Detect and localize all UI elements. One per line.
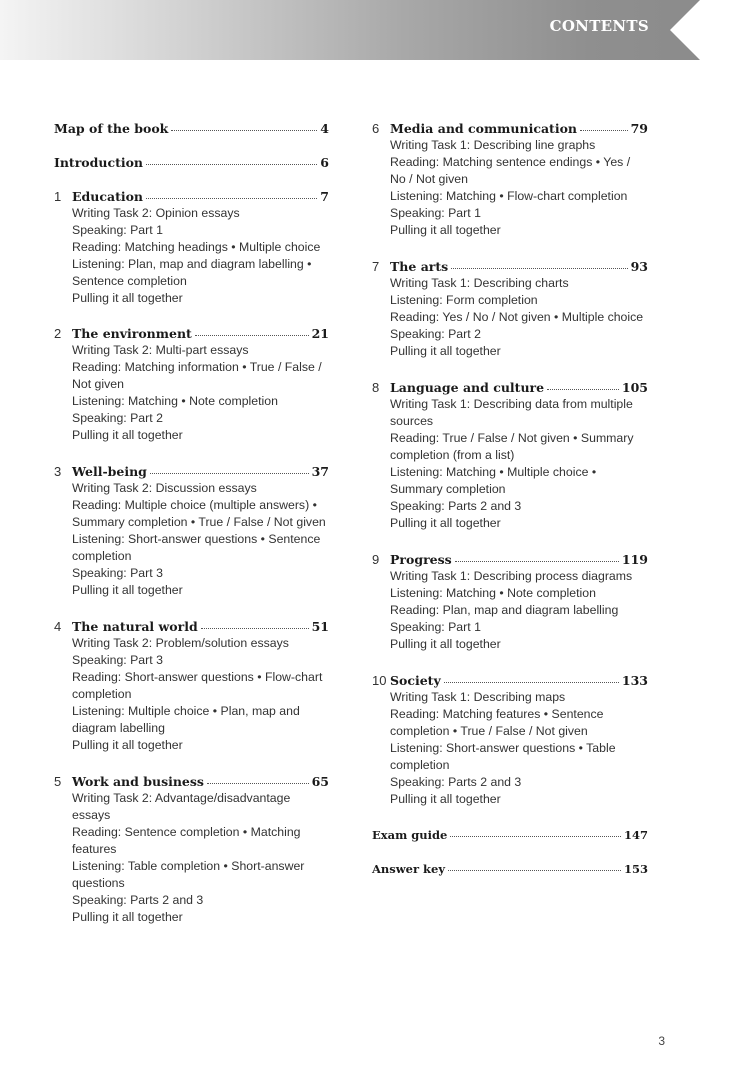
page-ref: 51 xyxy=(311,619,329,634)
toc-entry-heading[interactable] xyxy=(54,120,329,137)
unit-title: Language and culture xyxy=(390,380,545,395)
page-ref: 4 xyxy=(320,121,329,136)
dot-leader xyxy=(547,388,619,390)
topic-line: Listening: Matching • Multiple choice • xyxy=(390,465,597,479)
toc-entry-heading[interactable] xyxy=(54,154,329,171)
unit-title: Education xyxy=(72,189,144,204)
topic-line: Pulling it all together xyxy=(390,792,501,806)
page-ref: 93 xyxy=(630,259,648,274)
toc-entry-heading[interactable] xyxy=(372,861,648,878)
topic-line: Pulling it all together xyxy=(72,910,183,924)
toc-entry-heading[interactable] xyxy=(372,379,648,396)
topic-line: Pulling it all together xyxy=(390,516,501,530)
topic-line: Speaking: Part 1 xyxy=(72,223,163,237)
unit-topics xyxy=(72,790,329,926)
topic-line: features xyxy=(72,842,117,856)
toc-entry-education xyxy=(54,188,329,307)
unit-number: 4 xyxy=(54,619,62,634)
toc-entry-map-of-the-book xyxy=(54,120,329,137)
page-title: CONTENTS xyxy=(549,17,649,35)
topic-line: Speaking: Part 1 xyxy=(390,620,481,634)
topic-line: Not given xyxy=(72,377,124,391)
unit-title: Introduction xyxy=(54,155,144,170)
toc-entry-answer-key xyxy=(372,861,648,878)
topic-line: Speaking: Part 2 xyxy=(390,327,481,341)
unit-title: The arts xyxy=(390,259,449,274)
unit-number: 10 xyxy=(372,673,387,688)
topic-line: Speaking: Part 3 xyxy=(72,566,163,580)
unit-number: 7 xyxy=(372,259,380,274)
topic-line: Summary completion • True / False / Not given xyxy=(72,515,326,529)
page-ref: 79 xyxy=(630,121,648,136)
topic-line: Summary completion xyxy=(390,482,506,496)
dot-leader xyxy=(150,472,309,474)
page-ref: 133 xyxy=(621,673,648,688)
page-ref: 21 xyxy=(311,326,329,341)
unit-topics xyxy=(390,137,648,239)
dot-leader xyxy=(146,163,317,165)
topic-line: Listening: Short-answer questions • Table xyxy=(390,741,616,755)
topic-line: Reading: Matching information • True / False / xyxy=(72,360,322,374)
unit-topics xyxy=(390,275,648,360)
topic-line: Writing Task 1: Describing maps xyxy=(390,690,566,704)
toc-entry-the-environment xyxy=(54,325,329,444)
unit-title: The environment xyxy=(72,326,192,341)
dot-leader xyxy=(451,267,627,269)
toc-entry-the-natural-world xyxy=(54,618,329,754)
toc-entry-heading[interactable] xyxy=(54,773,329,790)
dot-leader xyxy=(201,627,309,629)
topic-line: Writing Task 2: Advantage/disadvantage essays xyxy=(72,791,291,822)
topic-line: Listening: Table completion • Short-answer xyxy=(72,859,305,873)
topic-line: completion • True / False / Not given xyxy=(390,724,588,738)
unit-number: 2 xyxy=(54,326,62,341)
toc-entry-progress xyxy=(372,551,648,653)
topic-line: Reading: Matching sentence endings • Yes / xyxy=(390,155,631,169)
topic-line: completion xyxy=(390,758,450,772)
unit-title: Well-being xyxy=(72,464,147,479)
dot-leader xyxy=(580,129,628,131)
topic-line: Listening: Matching • Flow-chart completion xyxy=(390,189,628,203)
dot-leader xyxy=(448,869,621,871)
dot-leader xyxy=(450,835,621,837)
unit-number: 1 xyxy=(54,189,62,204)
unit-title: Society xyxy=(390,673,441,688)
toc-entry-introduction xyxy=(54,154,329,171)
topic-line: Speaking: Part 3 xyxy=(72,653,163,667)
topic-line: Speaking: Part 2 xyxy=(72,411,163,425)
topic-line: diagram labelling xyxy=(72,721,165,735)
topic-line: Listening: Plan, map and diagram labelling • xyxy=(72,257,312,271)
topic-line: Pulling it all together xyxy=(72,428,183,442)
topic-line: Speaking: Parts 2 and 3 xyxy=(390,775,522,789)
topic-line: Reading: Sentence completion • Matching xyxy=(72,825,301,839)
dot-leader xyxy=(444,681,619,683)
toc-entry-heading[interactable] xyxy=(54,618,329,635)
unit-topics xyxy=(72,342,329,444)
unit-topics xyxy=(390,396,648,532)
unit-title: Media and communication xyxy=(390,121,577,136)
unit-number: 6 xyxy=(372,121,380,136)
toc-entry-heading[interactable] xyxy=(372,551,648,568)
topic-line: Writing Task 2: Discussion essays xyxy=(72,481,257,495)
topic-line: Pulling it all together xyxy=(390,223,501,237)
toc-entry-society xyxy=(372,672,648,808)
toc-entry-exam-guide xyxy=(372,827,648,844)
toc-entry-work-and-business xyxy=(54,773,329,926)
unit-number: 8 xyxy=(372,380,380,395)
toc-entry-the-arts xyxy=(372,258,648,360)
topic-line: Reading: Multiple choice (multiple answers) • xyxy=(72,498,317,512)
contents-column-left xyxy=(54,120,329,945)
dot-leader xyxy=(195,334,309,336)
topic-line: Speaking: Parts 2 and 3 xyxy=(72,893,204,907)
page-ref: 37 xyxy=(311,464,329,479)
page-ref: 105 xyxy=(621,380,648,395)
unit-number: 3 xyxy=(54,464,62,479)
unit-title: Answer key xyxy=(372,862,446,876)
unit-topics xyxy=(72,205,329,307)
unit-title: Map of the book xyxy=(54,121,169,136)
topic-line: Reading: Yes / No / Not given • Multiple choice xyxy=(390,310,644,324)
toc-entry-heading[interactable] xyxy=(54,188,329,205)
topic-line: Pulling it all together xyxy=(390,344,501,358)
topic-line: No / Not given xyxy=(390,172,468,186)
toc-entry-heading[interactable] xyxy=(372,120,648,137)
dot-leader xyxy=(455,560,619,562)
page-ref: 147 xyxy=(623,828,648,842)
topic-line: Pulling it all together xyxy=(390,637,501,651)
toc-entry-language-and-culture xyxy=(372,379,648,532)
topic-line: Speaking: Part 1 xyxy=(390,206,481,220)
dot-leader xyxy=(207,782,309,784)
dot-leader xyxy=(171,129,317,131)
topic-line: Listening: Form completion xyxy=(390,293,538,307)
unit-title: Progress xyxy=(390,552,452,567)
topic-line: Writing Task 1: Describing data from multiple xyxy=(390,397,633,411)
toc-entry-heading[interactable] xyxy=(372,827,648,844)
unit-topics xyxy=(72,635,329,754)
topic-line: questions xyxy=(72,876,125,890)
topic-line: Listening: Multiple choice • Plan, map and xyxy=(72,704,300,718)
topic-line: Reading: Matching headings • Multiple choice xyxy=(72,240,321,254)
topic-line: Writing Task 2: Multi-part essays xyxy=(72,343,249,357)
unit-number: 5 xyxy=(54,774,62,789)
topic-line: completion xyxy=(72,549,132,563)
unit-title: Exam guide xyxy=(372,828,448,842)
topic-line: Reading: Plan, map and diagram labelling xyxy=(390,603,619,617)
toc-entry-heading[interactable] xyxy=(372,672,648,689)
topic-line: Pulling it all together xyxy=(72,738,183,752)
page-ref: 153 xyxy=(623,862,648,876)
toc-entry-heading[interactable] xyxy=(372,258,648,275)
topic-line: Reading: Short-answer questions • Flow-chart xyxy=(72,670,323,684)
page-ref: 7 xyxy=(320,189,329,204)
dot-leader xyxy=(146,197,317,199)
topic-line: Writing Task 2: Opinion essays xyxy=(72,206,240,220)
page-ref: 119 xyxy=(621,552,648,567)
toc-entry-heading[interactable] xyxy=(54,325,329,342)
topic-line: Pulling it all together xyxy=(72,291,183,305)
page-number: 3 xyxy=(658,1034,665,1048)
unit-title: The natural world xyxy=(72,619,198,634)
topic-line: Pulling it all together xyxy=(72,583,183,597)
unit-topics xyxy=(390,568,648,653)
topic-line: Listening: Short-answer questions • Sentence xyxy=(72,532,321,546)
unit-title: Work and business xyxy=(72,774,204,789)
topic-line: Sentence completion xyxy=(72,274,187,288)
topic-line: Speaking: Parts 2 and 3 xyxy=(390,499,522,513)
topic-line: completion (from a list) xyxy=(390,448,515,462)
topic-line: Writing Task 1: Describing line graphs xyxy=(390,138,596,152)
page-ref: 65 xyxy=(311,774,329,789)
topic-line: completion xyxy=(72,687,132,701)
topic-line: sources xyxy=(390,414,434,428)
unit-topics xyxy=(72,480,329,599)
toc-entry-well-being xyxy=(54,463,329,599)
page-ref: 6 xyxy=(320,155,329,170)
topic-line: Listening: Matching • Note completion xyxy=(72,394,278,408)
topic-line: Writing Task 2: Problem/solution essays xyxy=(72,636,289,650)
topic-line: Listening: Matching • Note completion xyxy=(390,586,596,600)
toc-entry-heading[interactable] xyxy=(54,463,329,480)
toc-entry-media-and-communication xyxy=(372,120,648,239)
topic-line: Reading: True / False / Not given • Summary xyxy=(390,431,634,445)
topic-line: Writing Task 1: Describing charts xyxy=(390,276,569,290)
topic-line: Reading: Matching features • Sentence xyxy=(390,707,604,721)
contents-column-right xyxy=(372,120,648,895)
topic-line: Writing Task 1: Describing process diagrams xyxy=(390,569,633,583)
unit-number: 9 xyxy=(372,552,380,567)
unit-topics xyxy=(390,689,648,808)
